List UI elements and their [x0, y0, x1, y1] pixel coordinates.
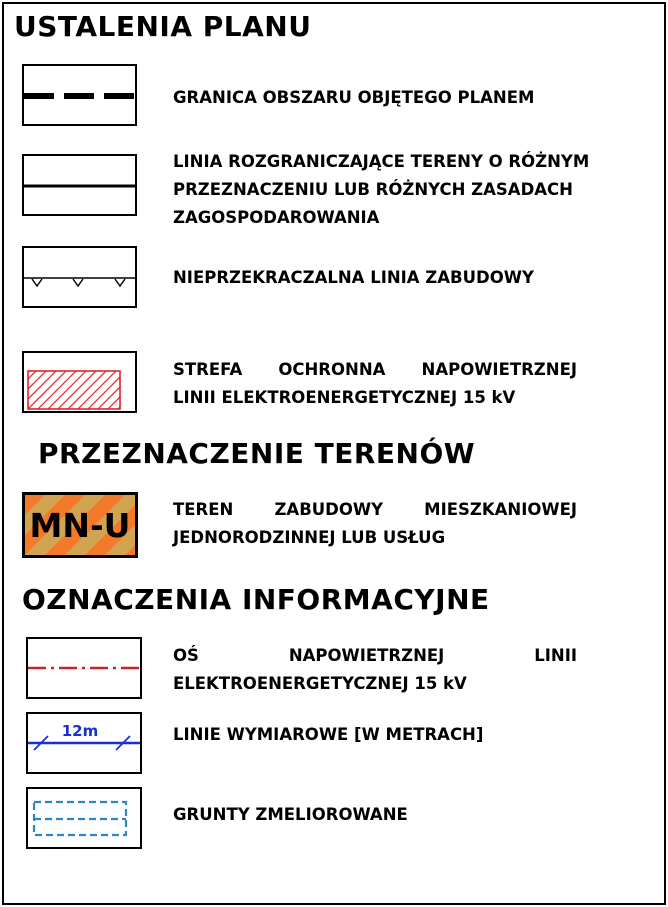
legend-protection-zone-text — [173, 356, 577, 412]
red-dash-dot-line — [28, 639, 140, 697]
mnu-symbol — [22, 492, 138, 558]
demarcation-symbol — [22, 154, 137, 216]
dimension-symbol — [26, 712, 142, 774]
dimension-value: 12m — [61, 722, 99, 740]
section-heading-land-use: PRZEZNACZENIE TERENÓW — [38, 437, 476, 470]
drained-ground-symbol — [26, 787, 142, 849]
demarcation-line-2: PRZEZNACZENIU LUB RÓŻNYCH ZASADACH — [173, 180, 573, 199]
protection-zone-line-1: STREFA OCHRONNA NAPOWIETRZNEJ — [173, 360, 577, 379]
mnu-line-2: JEDNORODZINNEJ LUB USŁUG — [173, 528, 446, 547]
mnu-code: MN-U — [29, 505, 131, 545]
building-line-symbol — [22, 246, 137, 308]
legend-dimension-text: LINIE WYMIAROWE [W METRACH] — [173, 725, 484, 744]
legend-boundary-text: GRANICA OBSZARU OBJĘTEGO PLANEM — [173, 88, 535, 107]
red-hatch-zone — [24, 353, 135, 411]
mnu-line-1: TEREN ZABUDOWY MIESZKANIOWEJ — [173, 500, 577, 519]
blue-dashed-rectangle — [28, 789, 140, 847]
protection-zone-symbol — [22, 351, 137, 413]
legend-power-axis-text — [173, 642, 577, 698]
demarcation-line-1: LINIA ROZGRANICZAJĄCE TERENY O RÓŻNYM — [173, 152, 590, 171]
legend-demarcation-text — [173, 148, 589, 232]
demarcation-solid-line — [24, 156, 135, 214]
section-heading-plan: USTALENIA PLANU — [14, 10, 312, 43]
building-line-triangles — [24, 248, 135, 306]
dimension-line — [28, 714, 140, 772]
power-axis-symbol — [26, 637, 142, 699]
legend-mnu-text — [173, 496, 577, 552]
demarcation-line-3: ZAGOSPODAROWANIA — [173, 208, 380, 227]
power-axis-line-1: OŚ NAPOWIETRZNEJ LINII — [173, 646, 577, 665]
section-heading-info: OZNACZENIA INFORMACYJNE — [22, 583, 490, 616]
boundary-dashed-line — [24, 66, 135, 124]
legend-drained-text: GRUNTY ZMELIOROWANE — [173, 805, 408, 824]
power-axis-line-2: ELEKTROENERGETYCZNEJ 15 kV — [173, 674, 467, 693]
legend-building-line-text: NIEPRZEKRACZALNA LINIA ZABUDOWY — [173, 268, 534, 287]
protection-zone-line-2: LINII ELEKTROENERGETYCZNEJ 15 kV — [173, 388, 516, 407]
boundary-symbol — [22, 64, 137, 126]
